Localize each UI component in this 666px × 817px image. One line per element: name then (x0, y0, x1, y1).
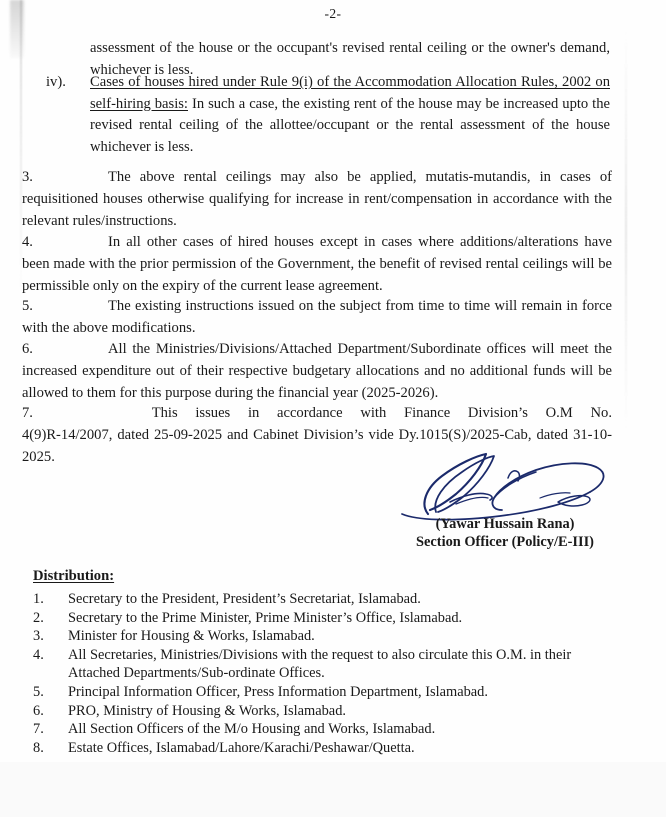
signature-mark (390, 452, 630, 522)
list-item-number: 2. (33, 609, 44, 626)
list-item-text: Secretary to the President, President’s Secretariat, Islamabad. (68, 591, 421, 607)
paragraph-7-word: No. (590, 405, 612, 421)
roman-item-body (90, 72, 610, 158)
list-item-number: 1. (33, 591, 44, 607)
paragraph-4-text: In all other cases of hired houses except in cases where additions/alterations have been made with the prior permission of the Government, the benefit of revised rental ceilings will be permissible only on the expiry of the current lease agreement. (22, 234, 612, 294)
paragraph-3-number: 3. (22, 169, 33, 185)
list-item (33, 627, 613, 646)
list-item (33, 590, 613, 609)
signatory-title: Section Officer (Policy/E-III) (416, 534, 594, 550)
page-number: -2- (324, 6, 342, 21)
paragraph-7-reference-text: 4(9)R-14/2007, dated 25-09-2025 and Cabinet Division’s vide Dy.1015(S)/2025-Cab, dated 31-10-2025. (22, 426, 612, 465)
paragraph-6-text: All the Ministries/Divisions/Attached Department/Subordinate offices will meet the increased expenditure out of their respective budgetary allocations and no additional funds will be allowed to them for this purpose during the financial year (2025-2026). (22, 341, 612, 401)
paragraph-4 (22, 232, 612, 297)
distribution-list (33, 590, 613, 757)
paragraph-7-word: issues (195, 405, 231, 421)
paragraph-7-number: 7. (22, 405, 33, 421)
scan-artifact-right-edge (625, 30, 627, 430)
page-bottom-margin (0, 762, 666, 817)
continued-paragraph: assessment of the house or the occupant's revised rental ceiling or the owner's demand, whichever is less. (90, 40, 610, 78)
paragraph-7-word: This (151, 405, 178, 421)
paragraph-7-word: Division’s (467, 405, 528, 421)
paragraph-7-line-1 (22, 403, 612, 425)
list-item (33, 683, 613, 702)
paragraph-5-number: 5. (22, 298, 33, 314)
paragraph-5 (22, 296, 612, 340)
list-item (33, 646, 613, 683)
list-item-number: 4. (33, 646, 44, 663)
list-item-number: 5. (33, 683, 44, 700)
paragraph-6 (22, 339, 612, 404)
list-item (33, 739, 613, 758)
list-item-number: 3. (33, 628, 44, 645)
list-item-text: Estate Offices, Islamabad/Lahore/Karachi/Peshawar/Quetta. (68, 739, 415, 756)
paragraph-7-word: with (360, 405, 387, 421)
paragraph-3 (22, 167, 612, 232)
list-item-text: All Secretaries, Ministries/Divisions with the request to also circulate this O.M. in their Attached Departments/Sub-ordinate Offices. (68, 646, 572, 682)
list-item-text: Secretary to the Prime Minister, Prime Minister’s Office, Islamabad. (68, 609, 463, 626)
list-item (33, 720, 613, 739)
paragraph-5-text: The existing instructions issued on the subject from time to time will remain in force with the above modifications. (22, 298, 612, 336)
list-item-text: PRO, Ministry of Housing & Works, Islamabad. (68, 702, 346, 719)
paragraph-6-number: 6. (22, 341, 33, 357)
list-item (33, 702, 613, 721)
list-item-number: 6. (33, 702, 44, 719)
roman-item-underlined-heading: Cases of houses hired under Rule 9(i) of the Accommodation Allocation Rules, 2002 on self-hiring basis: (90, 74, 610, 112)
paragraph-7-word: accordance (277, 405, 343, 421)
paragraph-7-word: O.M (545, 405, 573, 421)
list-item-text: Principal Information Officer, Press Information Department, Islamabad. (68, 683, 488, 700)
list-item (33, 609, 613, 628)
signatory-name: (Yawar Hussain Rana) (435, 516, 575, 532)
paragraph-7-word: Finance (403, 405, 451, 421)
list-item-text: Minister for Housing & Works, Islamabad. (68, 628, 315, 645)
list-item-text: All Section Officers of the M/o Housing and Works, Islamabad. (68, 721, 436, 738)
distribution-heading: Distribution: (33, 568, 115, 584)
roman-item-text: In such a case, the existing rent of the house may be increased upto the revised rental ceiling of the allottee/occupant or the rental assessment of the house whichever is less. (90, 95, 611, 155)
list-item-number: 7. (33, 721, 44, 738)
signature-svg (390, 452, 630, 522)
paragraph-4-number: 4. (22, 234, 33, 250)
roman-item-marker: iv). (46, 74, 66, 90)
paragraph-3-text: The above rental ceilings may also be applied, mutatis-mutandis, in cases of requisitioned houses otherwise qualifying for increase in rent/compensation in accordance with the relevant rules/instructions. (22, 169, 612, 229)
paragraph-7-word: in (247, 405, 260, 421)
list-item-number: 8. (33, 739, 44, 756)
